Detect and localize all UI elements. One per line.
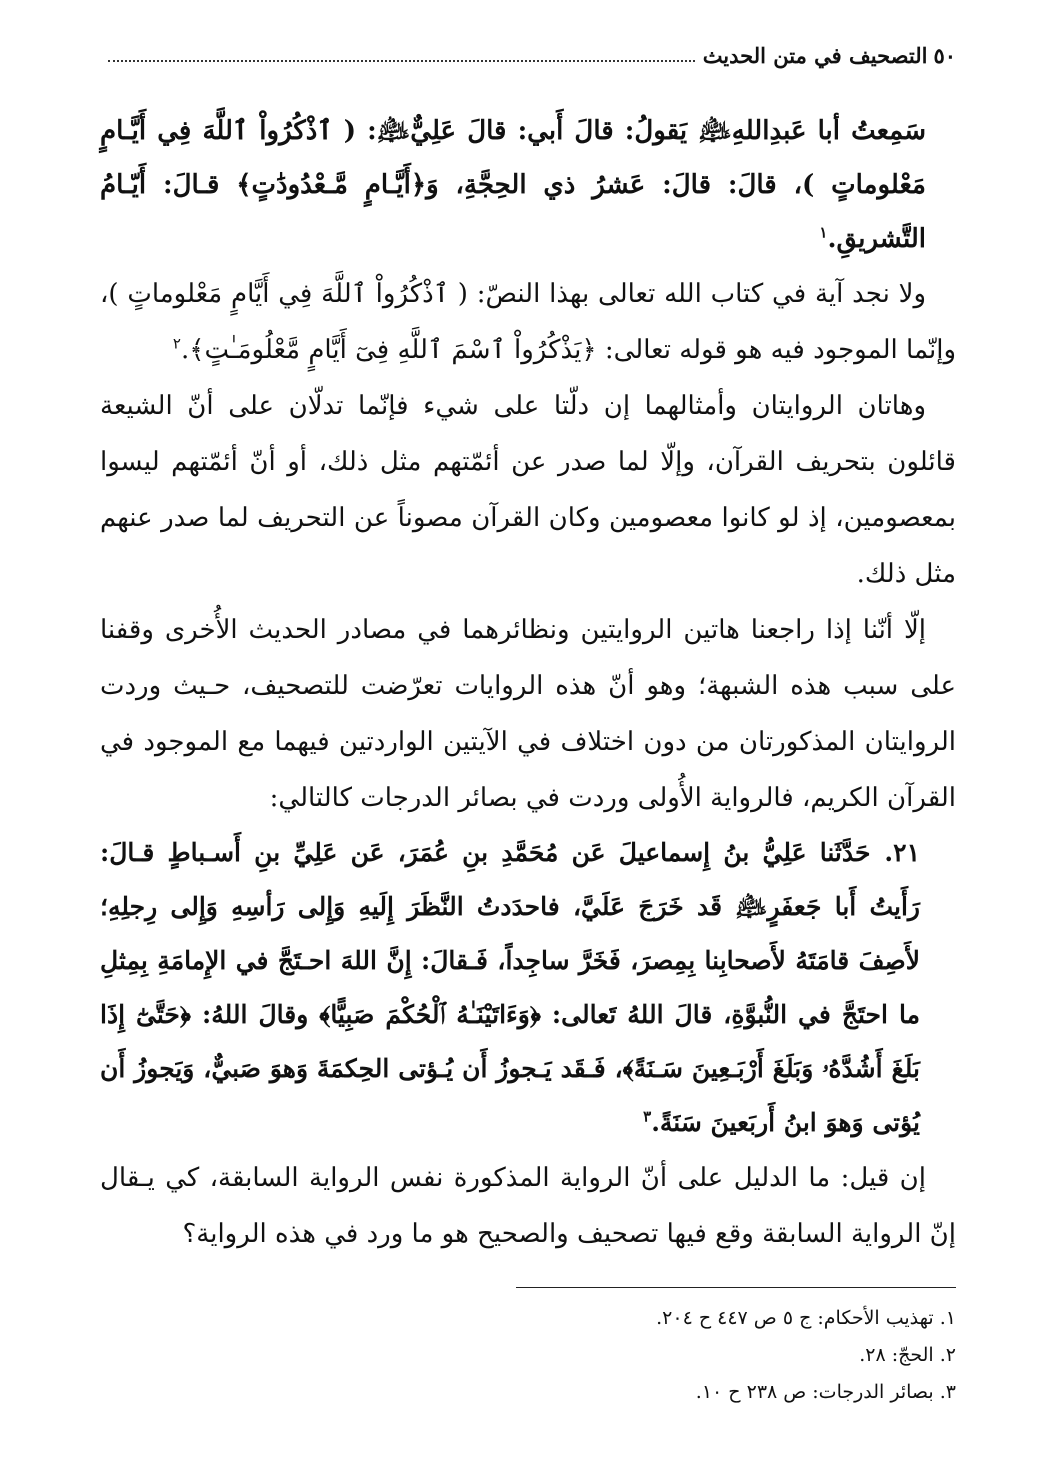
page-header — [100, 38, 956, 72]
footnote-marker-2: ٢ — [172, 334, 181, 353]
paragraph-4: إن قيل: ما الدليل على أنّ الرواية المذكورة نفس الرواية السابقة، كي يـقال إنّ الرواية السابقة وقع فيها تصحيف والصحيح هو ما ورد في هذه الرواية؟ — [100, 1163, 956, 1249]
hadith-block — [100, 826, 956, 1150]
hadith-text: حَدَّثَنا عَلِيُّ بنُ إِسماعيلَ عَن مُحَمَّدِ بنِ عُمَرَ، عَن عَلِيِّ بنِ أَسـباطٍ قـالَ: رَأَيتُ أَبا جَعفَرٍ﵇ قَد خَرَجَ عَلَيَّ، فاحدَدتُ النَّظَرَ إِلَيهِ وَإِلى رَأسِهِ وَإِلى رِجلِهِ؛ لأَصِفَ قامَتَهُ لأَصحابِنا بِمِصرَ، فَخَرَّ ساجِداً، فَـقالَ: إِنَّ اللهَ احـتَجَّ في الإِمامَةِ بِمِثلِ ما احتَجَّ في النُّبوَّةِ، قالَ اللهُ تَعالى: ﴿وَءَاتَيْنَـٰهُ ٱلْحُكْمَ صَبِيًّا﴾ وقالَ اللهُ: ﴿حَتَّىٰٓ إِذَا بَلَغَ أَشُدَّهُۥ وَبَلَغَ أَرْبَـعِينَ سَـنَةً﴾، فَـقَد يَـجوزُ أَن يُـؤتى الحِكمَةَ وَهوَ صَبيٌّ، وَيَجوزُ أَن يُؤتى وَهوَ ابنُ أَربَعينَ سَنَةً. — [100, 838, 920, 1137]
page-number: ٥٠ — [933, 42, 956, 68]
footnotes — [100, 1300, 956, 1411]
footnote-marker-3: ٣ — [643, 1107, 652, 1126]
footnote-2: ٢. الحجّ: ٢٨. — [859, 1344, 956, 1366]
footnote-marker-1: ١ — [819, 223, 828, 242]
quoted-narration-text: سَمِعتُ أبا عَبدِاللهِ﵇ يَقولُ: قالَ أَبي: قالَ عَلِيٌّ﵇: ( ٱذْكُرُواْ ٱللَّهَ فِي أَيَّـامٍ مَعْلوماتٍ )، قالَ: قالَ: عَشرُ ذي الحِجَّةِ، وَ﴿أَيَّـامٍ مَّـعْدُودَٰتٍ﴾ قـالَ: أَيّـامُ التَّشريقِ. — [100, 116, 926, 254]
header-dotted-leader — [108, 60, 695, 62]
footnote-divider — [516, 1287, 956, 1288]
paragraph-2: وهاتان الروايتان وأمثالهما إن دلّتا على شيء فإنّما تدلّان على أنّ الشيعة قائلون بتحريف القرآن، وإلّا لما صدر عن أئمّتهم مثل ذلك، أو أنّ أئمّتهم ليسوا بمعصومين، إذ لو كانوا معصومين وكان القرآن مصوناً عن التحريف لما صدر عنهم مثل ذلك. — [100, 391, 956, 589]
quoted-narration — [100, 104, 956, 266]
paragraph-1-text: ولا نجد آية في كتاب الله تعالى بهذا النصّ: ( ٱذْكُرُواْ ٱللَّهَ فِي أَيَّامٍ مَعْلوماتٍ )، وإنّما الموجود فيه هو قوله تعالى: ﴿يَذْكُرُواْ ٱسْمَ ٱللَّهِ فِىٓ أَيَّامٍ مَّعْلُومَـٰتٍ﴾. — [100, 279, 956, 365]
footnote-1: ١. تهذيب الأحكام: ج ٥ ص ٤٤٧ ح ٢٠٤. — [656, 1307, 956, 1329]
paragraph-1 — [100, 266, 956, 378]
running-title: التصحيف في متن الحديث — [702, 42, 928, 68]
footnote-3: ٣. بصائر الدرجات: ص ٢٣٨ ح ١٠. — [695, 1381, 956, 1403]
paragraph-3: إلّا أنّنا إذا راجعنا هاتين الروايتين ونظائرهما في مصادر الحديث الأُخرى وقفنا على سبب هذه الشبهة؛ وهو أنّ هذه الروايات تعرّضت للتصحيف، حـيث وردت الروايتان المذكورتان من دون اختلاف في الآيتين الواردتين فيهما مع الموجود في القرآن الكريم، فالرواية الأُولى وردت في بصائر الدرجات كالتالي: — [100, 615, 956, 813]
page-body — [100, 104, 956, 1262]
hadith-number: ٢١. — [884, 838, 920, 867]
